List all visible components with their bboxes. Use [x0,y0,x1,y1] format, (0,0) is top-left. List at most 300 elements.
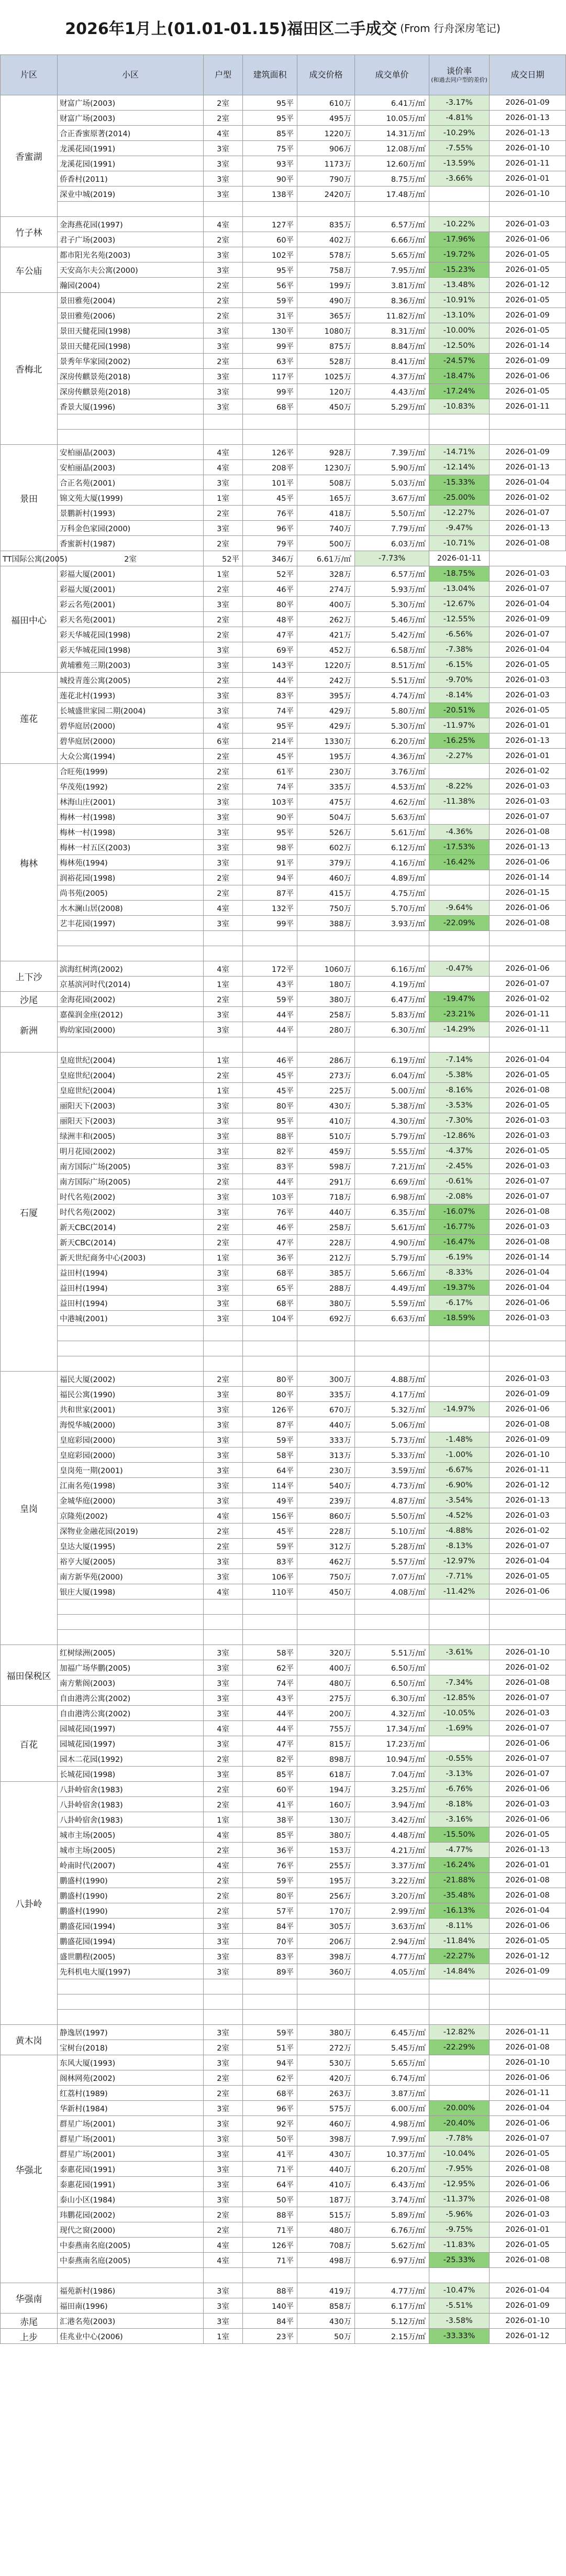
district-cell: 福田中心 [1,566,58,673]
unit-price-cell: 4.62万/㎡ [355,794,429,809]
table-row [1,1432,566,1448]
district-cell: 香蜜湖 [1,95,58,217]
discount-cell: -16.25% [429,733,490,749]
layout-cell: 3室 [204,171,243,187]
area-cell: 80平 [243,1098,297,1113]
date-cell: 2026-01-11 [490,1007,566,1022]
community-cell: 合旺苑(1999) [58,764,204,779]
price-cell: 286万 [297,1053,355,1068]
price-cell: 429万 [297,718,355,733]
discount-cell: -19.72% [429,247,490,262]
date-cell: 2026-01-14 [490,1250,566,1265]
date-cell: 2026-01-05 [490,703,566,718]
table-row [1,2298,566,2314]
discount-cell: -14.29% [429,1022,490,1037]
area-cell: 76平 [243,1204,297,1220]
table-row [1,566,566,582]
date-cell: 2026-01-03 [490,1508,566,1523]
date-cell: 2026-01-13 [490,733,566,749]
area-cell: 36平 [243,1843,297,1858]
date-cell: 2026-01-10 [490,2055,566,2070]
table-row [1,885,566,901]
discount-cell: -0.55% [429,1751,490,1767]
price-cell: 602万 [297,840,355,855]
price-cell: 618万 [297,1767,355,1782]
unit-price-cell: 8.36万/㎡ [355,293,429,308]
date-cell: 2026-01-04 [490,642,566,657]
unit-price-cell: 7.79万/㎡ [355,521,429,536]
layout-cell: 2室 [204,992,243,1007]
price-cell: 230万 [297,764,355,779]
discount-cell [429,414,490,430]
discount-cell: -8.11% [429,1919,490,1934]
table-row [1,1979,566,1994]
price-cell: 258万 [297,1220,355,1235]
unit-price-cell: 6.50万/㎡ [355,1675,429,1691]
table-row [1,1159,566,1174]
discount-cell: -7.34% [429,1675,490,1691]
unit-price-cell: 4.19万/㎡ [355,977,429,992]
community-cell: 梅林一村(1998) [58,825,204,840]
community-cell [58,1630,204,1645]
unit-price-cell: 6.03万/㎡ [355,536,429,551]
date-cell: 2026-01-03 [490,688,566,703]
layout-cell: 3室 [204,1964,243,1979]
discount-cell: -3.53% [429,1098,490,1113]
district-cell: 车公庙 [1,247,58,293]
unit-price-cell: 4.77万/㎡ [355,1949,429,1964]
area-cell: 59平 [243,992,297,1007]
date-cell: 2026-01-14 [490,338,566,354]
unit-price-cell: 5.30万/㎡ [355,597,429,612]
discount-cell: -19.37% [429,1280,490,1296]
district-cell: 黄木岗 [1,2025,58,2055]
area-cell [243,430,297,445]
price-cell: 263万 [297,2086,355,2101]
community-cell: 华新村(1984) [58,2101,204,2116]
discount-cell: -5.38% [429,1068,490,1083]
area-cell: 90平 [243,171,297,187]
area-cell: 85平 [243,1827,297,1843]
discount-cell [429,931,490,946]
community-cell: 明月花园(2002) [58,1144,204,1159]
price-cell: 1173万 [297,156,355,171]
layout-cell: 3室 [204,642,243,657]
district-cell: 莲花 [1,673,58,764]
layout-cell: 4室 [204,1858,243,1873]
community-cell [58,202,204,217]
table-body [1,95,566,2344]
table-row [1,2131,566,2146]
date-cell: 2026-01-05 [490,2238,566,2253]
table-row [1,293,566,308]
community-cell: 盛世鹏程(2005) [58,1949,204,1964]
unit-price-cell [355,946,429,961]
layout-cell: 4室 [204,2253,243,2268]
community-cell: 林海山庄(2001) [58,794,204,809]
price-cell: 815万 [297,1736,355,1751]
community-cell [58,2010,204,2025]
community-cell: 彩天名苑(2001) [58,612,204,627]
table-row [1,931,566,946]
unit-price-cell: 5.10万/㎡ [355,1523,429,1539]
table-row [1,2238,566,2253]
table-row [1,1128,566,1144]
price-cell: 418万 [297,506,355,521]
unit-price-cell: 5.80万/㎡ [355,703,429,718]
layout-cell: 4室 [204,460,243,475]
discount-cell: -2.45% [429,1159,490,1174]
unit-price-cell: 7.39万/㎡ [355,445,429,460]
area-cell: 126平 [243,2238,297,2253]
community-cell: 金海燕花园(1997) [58,217,204,232]
community-cell [58,946,204,961]
table-row [1,1250,566,1265]
area-cell: 76平 [243,506,297,521]
community-cell: 福苑新村(1986) [58,2283,204,2298]
unit-price-cell: 17.23万/㎡ [355,1736,429,1751]
discount-cell: -7.73% [355,551,429,566]
layout-cell: 3室 [204,1189,243,1204]
price-cell: 288万 [297,1280,355,1296]
discount-cell: -5.51% [429,2298,490,2314]
discount-cell [429,1326,490,1341]
unit-price-cell: 6.63万/㎡ [355,1311,429,1326]
discount-cell: -12.67% [429,597,490,612]
community-cell: 阁林网苑(2002) [58,2070,204,2086]
district-cell: 赤尾 [1,2314,58,2329]
table-row [1,779,566,794]
unit-price-cell: 3.74万/㎡ [355,2192,429,2207]
table-row [1,1888,566,1903]
area-cell: 96平 [243,521,297,536]
price-cell: 130万 [297,1812,355,1827]
unit-price-cell: 6.30万/㎡ [355,1022,429,1037]
layout-cell: 2室 [204,673,243,688]
unit-price-cell [355,414,429,430]
layout-cell: 3室 [204,2131,243,2146]
date-cell: 2026-01-10 [490,141,566,156]
area-cell: 82平 [243,1144,297,1159]
date-cell [490,931,566,946]
table-row [1,460,566,475]
area-cell: 110平 [243,1584,297,1599]
community-cell [58,1599,204,1615]
area-cell: 132平 [243,901,297,916]
price-cell: 510万 [297,1128,355,1144]
community-cell: 鹏盛村(1990) [58,1888,204,1903]
date-cell: 2026-01-08 [490,825,566,840]
discount-cell [429,1599,490,1615]
discount-cell: -23.21% [429,1007,490,1022]
table-row [1,490,566,506]
table-row [1,1554,566,1569]
price-cell: 333万 [297,1432,355,1448]
discount-cell: -10.29% [429,126,490,141]
layout-cell: 3室 [204,1736,243,1751]
unit-price-cell: 5.83万/㎡ [355,1007,429,1022]
layout-cell: 3室 [204,1432,243,1448]
price-cell: 530万 [297,2055,355,2070]
community-cell: 八卦岭宿舍(1983) [58,1797,204,1812]
price-cell: 258万 [297,1007,355,1022]
table-row [1,1767,566,1782]
layout-cell: 3室 [204,2314,243,2329]
layout-cell [204,202,243,217]
community-cell: 城投青莲公寓(2005) [58,673,204,688]
date-cell: 2026-01-09 [490,354,566,369]
area-cell: 44平 [243,1174,297,1189]
date-cell: 2026-01-01 [490,749,566,764]
community-cell: 新天CBC(2014) [58,1235,204,1250]
area-cell: 87平 [243,885,297,901]
discount-cell [429,1356,490,1372]
discount-cell: -6.67% [429,1463,490,1478]
discount-cell: -3.13% [429,1767,490,1782]
table-row [1,551,566,566]
area-cell: 95平 [243,262,297,278]
unit-price-cell [355,1615,429,1630]
unit-price-cell: 5.32万/㎡ [355,1402,429,1417]
table-row [1,1220,566,1235]
price-cell: 460万 [297,870,355,885]
price-cell: 575万 [297,2101,355,2116]
price-cell: 300万 [297,1372,355,1387]
discount-cell: -10.71% [429,536,490,551]
unit-price-cell: 8.41万/㎡ [355,354,429,369]
table-row [1,171,566,187]
community-cell: 黄埔雅苑三期(2003) [58,657,204,673]
price-cell: 429万 [297,703,355,718]
community-cell [58,931,204,946]
discount-cell: -9.47% [429,521,490,536]
layout-cell: 3室 [204,2055,243,2070]
date-cell [490,1615,566,1630]
area-cell: 47平 [243,627,297,642]
date-cell: 2026-01-03 [490,673,566,688]
community-cell: 红荔村(1989) [58,2086,204,2101]
date-cell: 2026-01-05 [490,247,566,262]
date-cell: 2026-01-03 [490,1159,566,1174]
price-cell: 402万 [297,232,355,247]
discount-cell: -12.50% [429,338,490,354]
unit-price-cell: 6.16万/㎡ [355,961,429,977]
price-cell: 504万 [297,809,355,825]
community-cell: 香景大厦(1996) [58,399,204,414]
discount-cell [429,2010,490,2025]
unit-price-cell: 6.45万/㎡ [355,2025,429,2040]
area-cell: 36平 [243,1250,297,1265]
date-cell: 2026-01-11 [490,2025,566,2040]
unit-price-cell: 6.12万/㎡ [355,840,429,855]
unit-price-cell: 5.42万/㎡ [355,627,429,642]
discount-cell: -14.97% [429,1402,490,1417]
unit-price-cell: 3.63万/㎡ [355,1919,429,1934]
area-cell: 80平 [243,1387,297,1402]
layout-cell: 3室 [204,657,243,673]
area-cell: 99平 [243,384,297,399]
date-cell: 2026-01-06 [490,1296,566,1311]
table-row [1,977,566,992]
table-row [1,1615,566,1630]
community-cell: 岭南时代(2007) [58,1858,204,1873]
community-cell: 益田村(1994) [58,1280,204,1296]
discount-cell: -12.55% [429,612,490,627]
community-cell [58,1326,204,1341]
unit-price-cell: 5.59万/㎡ [355,1296,429,1311]
price-cell: 228万 [297,1235,355,1250]
table-row [1,2192,566,2207]
discount-cell [429,764,490,779]
date-cell: 2026-01-03 [490,217,566,232]
community-cell: 时代名苑(2002) [58,1189,204,1204]
layout-cell [204,1630,243,1645]
date-cell: 2026-01-05 [490,1934,566,1949]
layout-cell: 4室 [204,217,243,232]
date-cell: 2026-01-01 [490,1858,566,1873]
unit-price-cell: 8.51万/㎡ [355,657,429,673]
discount-cell: -16.24% [429,1858,490,1873]
date-cell: 2026-01-05 [490,1827,566,1843]
area-cell: 70平 [243,1934,297,1949]
community-cell: 新天世纪商务中心(2003) [58,1250,204,1265]
discount-cell: -12.97% [429,1554,490,1569]
table-row [1,855,566,870]
area-cell: 43平 [243,977,297,992]
discount-cell [429,1341,490,1356]
layout-cell: 3室 [204,2116,243,2131]
table-row [1,1660,566,1675]
price-cell [297,1979,355,1994]
community-cell [58,1979,204,1994]
date-cell: 2026-01-04 [490,1554,566,1569]
unit-price-cell: 5.61万/㎡ [355,825,429,840]
date-cell: 2026-01-11 [490,399,566,414]
date-cell: 2026-01-10 [490,187,566,202]
community-cell: 深物业金融花园(2019) [58,1523,204,1539]
area-cell [243,1994,297,2010]
area-cell: 64平 [243,1463,297,1478]
community-cell [58,430,204,445]
unit-price-cell: 5.79万/㎡ [355,1250,429,1265]
unit-price-cell: 4.53万/㎡ [355,779,429,794]
area-cell: 57平 [243,1903,297,1919]
layout-cell: 2室 [204,627,243,642]
price-cell: 262万 [297,612,355,627]
community-cell: 景田雅苑(2006) [58,308,204,323]
price-cell: 212万 [297,1250,355,1265]
date-cell: 2026-01-07 [490,2131,566,2146]
price-cell: 419万 [297,2283,355,2298]
discount-cell: -2.27% [429,749,490,764]
unit-price-cell: 5.73万/㎡ [355,1432,429,1448]
discount-cell: -16.77% [429,1220,490,1235]
community-cell: 碧华庭居(2000) [58,733,204,749]
community-cell: 金海花园(2002) [58,992,204,1007]
price-cell: 430万 [297,1098,355,1113]
discount-cell: -20.40% [429,2116,490,2131]
layout-cell: 3室 [204,1706,243,1721]
price-cell: 206万 [297,1934,355,1949]
discount-cell: -0.61% [429,1174,490,1189]
community-cell: 福民大厦(2002) [58,1372,204,1387]
discount-cell: -15.50% [429,1827,490,1843]
discount-cell: -22.27% [429,1949,490,1964]
layout-cell: 3室 [204,2298,243,2314]
area-cell: 88平 [243,1128,297,1144]
date-cell: 2026-01-03 [490,1706,566,1721]
unit-price-cell: 2.15万/㎡ [355,2329,429,2344]
community-cell: 南方新华苑(2000) [58,1569,204,1584]
unit-price-cell: 2.99万/㎡ [355,1903,429,1919]
table-row [1,1356,566,1372]
table-row [1,627,566,642]
table-row [1,1478,566,1493]
title-text: 2026年1月上(01.01-01.15)福田区二手成交 [65,20,397,38]
community-cell: 园城花园(1997) [58,1721,204,1736]
community-cell: 龙溪花园(1991) [58,141,204,156]
community-cell: 宝树台(2018) [58,2040,204,2055]
community-cell: 中港城(2001) [58,1311,204,1326]
community-cell: 皇庭世纪(2004) [58,1083,204,1098]
discount-cell: -35.48% [429,1888,490,1903]
layout-cell: 3室 [204,2025,243,2040]
area-cell: 59平 [243,1432,297,1448]
layout-cell: 2室 [204,1539,243,1554]
district-cell: 华强南 [1,2283,58,2314]
community-cell: 裕亨大厦(2005) [58,1554,204,1569]
table-row [1,1448,566,1463]
price-cell: 242万 [297,673,355,688]
area-cell [243,202,297,217]
discount-cell: -3.54% [429,1493,490,1508]
community-cell: 大众公寓(1994) [58,749,204,764]
layout-cell: 3室 [204,1159,243,1174]
area-cell: 58平 [243,1448,297,1463]
layout-cell: 3室 [204,1296,243,1311]
unit-price-cell: 5.03万/㎡ [355,475,429,490]
layout-cell: 3室 [204,597,243,612]
price-cell: 400万 [297,1660,355,1675]
table-row [1,916,566,931]
price-cell: 291万 [297,1174,355,1189]
price-cell: 1220万 [297,126,355,141]
area-cell: 41平 [243,1797,297,1812]
area-cell: 87平 [243,1417,297,1432]
layout-cell: 2室 [204,1797,243,1812]
unit-price-cell: 5.28万/㎡ [355,1539,429,1554]
unit-price-cell [355,931,429,946]
community-cell: 中泰燕南名庭(2005) [58,2253,204,2268]
community-cell: 深房传麒景苑(2018) [58,369,204,384]
layout-cell: 2室 [204,293,243,308]
layout-cell: 3室 [204,1478,243,1493]
price-cell: 480万 [297,1675,355,1691]
discount-cell: -8.14% [429,688,490,703]
unit-price-cell: 4.87万/㎡ [355,1493,429,1508]
community-cell: 鹏盛花园(1994) [58,1919,204,1934]
discount-cell: -16.42% [429,855,490,870]
layout-cell: 3室 [204,794,243,809]
discount-cell [429,430,490,445]
price-cell: 275万 [297,1691,355,1706]
discount-cell [429,202,490,217]
area-cell: 59平 [243,2025,297,2040]
layout-cell: 3室 [204,840,243,855]
discount-cell: -10.47% [429,2283,490,2298]
price-cell: 450万 [297,399,355,414]
unit-price-cell: 12.60万/㎡ [355,156,429,171]
